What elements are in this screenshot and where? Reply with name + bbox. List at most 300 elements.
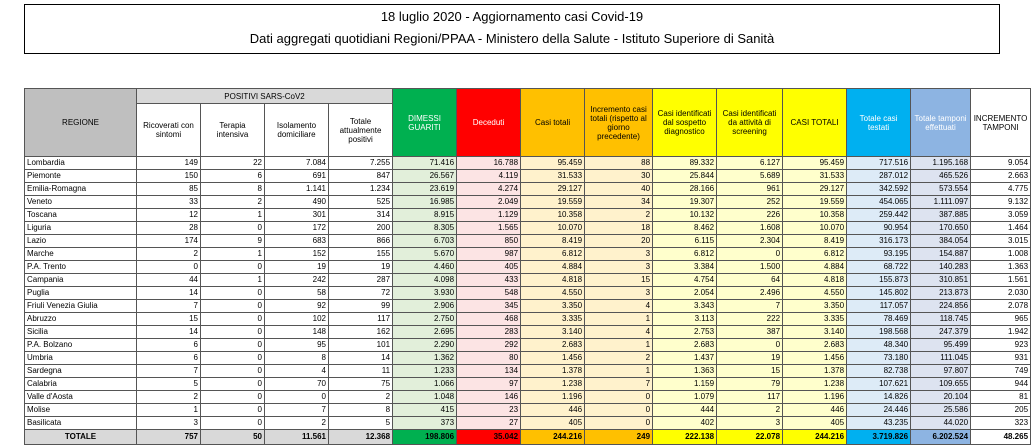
table-row xyxy=(25,248,1031,261)
cell-testati: 43.235 xyxy=(847,417,911,430)
cell-totale-positivi: 200 xyxy=(329,222,393,235)
cell-deceduti: 146 xyxy=(457,391,521,404)
cell-dimessi: 3.930 xyxy=(393,287,457,300)
cell-tamponi: 97.807 xyxy=(911,365,971,378)
cell-casi-totali-2: 3.350 xyxy=(783,300,847,313)
cell-incremento: 20 xyxy=(585,235,653,248)
cell-sospetto: 2.753 xyxy=(653,326,717,339)
cell-ricoverati: 6 xyxy=(137,339,201,352)
cell-sospetto: 1.079 xyxy=(653,391,717,404)
cell-regione: Campania xyxy=(25,274,137,287)
cell-casi-totali: 95.459 xyxy=(521,157,585,170)
cell-ricoverati: 33 xyxy=(137,196,201,209)
cell-casi-totali-2: 95.459 xyxy=(783,157,847,170)
cell-dimessi: 26.567 xyxy=(393,170,457,183)
cell-dimessi: 8.305 xyxy=(393,222,457,235)
cell-deceduti: 134 xyxy=(457,365,521,378)
cell-casi-totali: 10.358 xyxy=(521,209,585,222)
cell-incremento: 15 xyxy=(585,274,653,287)
total-testati: 3.719.826 xyxy=(847,430,911,445)
cell-incremento-tamponi: 2.663 xyxy=(971,170,1031,183)
cell-totale-positivi: 14 xyxy=(329,352,393,365)
cell-ricoverati: 5 xyxy=(137,378,201,391)
cell-terapia: 0 xyxy=(201,339,265,352)
cell-incremento-tamponi: 1.561 xyxy=(971,274,1031,287)
cell-dimessi: 2.695 xyxy=(393,326,457,339)
cell-regione: Sicilia xyxy=(25,326,137,339)
cell-testati: 107.621 xyxy=(847,378,911,391)
cell-deceduti: 2.049 xyxy=(457,196,521,209)
cell-dimessi: 6.703 xyxy=(393,235,457,248)
totals-row xyxy=(25,430,1031,445)
cell-ricoverati: 150 xyxy=(137,170,201,183)
cell-totale-positivi: 19 xyxy=(329,261,393,274)
total-incremento: 249 xyxy=(585,430,653,445)
cell-incremento-tamponi: 965 xyxy=(971,313,1031,326)
cell-incremento-tamponi: 9.132 xyxy=(971,196,1031,209)
cell-incremento-tamponi: 323 xyxy=(971,417,1031,430)
cell-casi-totali: 405 xyxy=(521,417,585,430)
cell-sospetto: 89.332 xyxy=(653,157,717,170)
cell-ricoverati: 6 xyxy=(137,352,201,365)
cell-sospetto: 6.115 xyxy=(653,235,717,248)
cell-sospetto: 402 xyxy=(653,417,717,430)
cell-terapia: 0 xyxy=(201,261,265,274)
cell-ricoverati: 28 xyxy=(137,222,201,235)
cell-totale-positivi: 8 xyxy=(329,404,393,417)
cell-testati: 454.065 xyxy=(847,196,911,209)
cell-regione: P.A. Trento xyxy=(25,261,137,274)
cell-casi-totali-2: 405 xyxy=(783,417,847,430)
table-row xyxy=(25,404,1031,417)
cell-testati: 117.057 xyxy=(847,300,911,313)
table-row xyxy=(25,339,1031,352)
covid-data-table xyxy=(24,88,1031,445)
cell-isolamento: 683 xyxy=(265,235,329,248)
cell-tamponi: 170.650 xyxy=(911,222,971,235)
header-dimessi: DIMESSI GUARITI xyxy=(393,89,457,157)
cell-totale-positivi: 1.234 xyxy=(329,183,393,196)
report-header xyxy=(24,4,1000,54)
cell-incremento: 3 xyxy=(585,261,653,274)
cell-terapia: 0 xyxy=(201,352,265,365)
cell-dimessi: 1.362 xyxy=(393,352,457,365)
cell-testati: 259.442 xyxy=(847,209,911,222)
cell-testati: 145.802 xyxy=(847,287,911,300)
cell-screening: 2.496 xyxy=(717,287,783,300)
cell-incremento: 2 xyxy=(585,209,653,222)
cell-testati: 717.516 xyxy=(847,157,911,170)
cell-tamponi: 247.379 xyxy=(911,326,971,339)
cell-incremento-tamponi: 4.775 xyxy=(971,183,1031,196)
cell-casi-totali: 3.335 xyxy=(521,313,585,326)
cell-deceduti: 345 xyxy=(457,300,521,313)
cell-regione: Abruzzo xyxy=(25,313,137,326)
cell-tamponi: 573.554 xyxy=(911,183,971,196)
cell-incremento: 30 xyxy=(585,170,653,183)
table-row xyxy=(25,183,1031,196)
cell-casi-totali: 4.884 xyxy=(521,261,585,274)
cell-sospetto: 25.844 xyxy=(653,170,717,183)
cell-totale-positivi: 155 xyxy=(329,248,393,261)
cell-screening: 1.608 xyxy=(717,222,783,235)
cell-regione: Veneto xyxy=(25,196,137,209)
total-deceduti: 35.042 xyxy=(457,430,521,445)
cell-incremento: 3 xyxy=(585,248,653,261)
cell-terapia: 0 xyxy=(201,222,265,235)
cell-ricoverati: 0 xyxy=(137,261,201,274)
cell-ricoverati: 15 xyxy=(137,313,201,326)
cell-isolamento: 2 xyxy=(265,417,329,430)
total-sospetto: 222.138 xyxy=(653,430,717,445)
cell-screening: 19 xyxy=(717,352,783,365)
cell-casi-totali-2: 4.550 xyxy=(783,287,847,300)
cell-isolamento: 19 xyxy=(265,261,329,274)
cell-totale-positivi: 314 xyxy=(329,209,393,222)
cell-sospetto: 444 xyxy=(653,404,717,417)
header-regione: REGIONE xyxy=(25,89,137,157)
header-totale-positivi: Totale attualmente positivi xyxy=(329,104,393,157)
cell-incremento-tamponi: 3.059 xyxy=(971,209,1031,222)
cell-incremento-tamponi: 1.464 xyxy=(971,222,1031,235)
cell-screening: 1.500 xyxy=(717,261,783,274)
cell-tamponi: 44.020 xyxy=(911,417,971,430)
cell-tamponi: 213.873 xyxy=(911,287,971,300)
cell-incremento: 4 xyxy=(585,326,653,339)
cell-screening: 79 xyxy=(717,378,783,391)
header-ricoverati: Ricoverati con sintomi xyxy=(137,104,201,157)
cell-isolamento: 7.084 xyxy=(265,157,329,170)
cell-totale-positivi: 7.255 xyxy=(329,157,393,170)
cell-deceduti: 1.129 xyxy=(457,209,521,222)
cell-deceduti: 283 xyxy=(457,326,521,339)
cell-ricoverati: 44 xyxy=(137,274,201,287)
cell-incremento-tamponi: 1.008 xyxy=(971,248,1031,261)
cell-dimessi: 373 xyxy=(393,417,457,430)
cell-ricoverati: 2 xyxy=(137,248,201,261)
cell-regione: Lombardia xyxy=(25,157,137,170)
cell-dimessi: 23.619 xyxy=(393,183,457,196)
cell-terapia: 8 xyxy=(201,183,265,196)
cell-screening: 961 xyxy=(717,183,783,196)
table-row xyxy=(25,209,1031,222)
cell-isolamento: 490 xyxy=(265,196,329,209)
cell-casi-totali: 2.683 xyxy=(521,339,585,352)
cell-incremento-tamponi: 1.942 xyxy=(971,326,1031,339)
table-row xyxy=(25,196,1031,209)
cell-screening: 226 xyxy=(717,209,783,222)
cell-ricoverati: 2 xyxy=(137,391,201,404)
cell-casi-totali-2: 4.884 xyxy=(783,261,847,274)
cell-testati: 287.012 xyxy=(847,170,911,183)
page-title: 18 luglio 2020 - Aggiornamento casi Covid-19 xyxy=(380,9,644,24)
total-ricoverati: 757 xyxy=(137,430,201,445)
cell-dimessi: 1.048 xyxy=(393,391,457,404)
cell-incremento: 1 xyxy=(585,365,653,378)
header-isolamento: Isolamento domiciliare xyxy=(265,104,329,157)
cell-isolamento: 301 xyxy=(265,209,329,222)
cell-regione: Puglia xyxy=(25,287,137,300)
cell-deceduti: 468 xyxy=(457,313,521,326)
cell-casi-totali-2: 19.559 xyxy=(783,196,847,209)
cell-casi-totali: 446 xyxy=(521,404,585,417)
cell-screening: 3 xyxy=(717,417,783,430)
cell-dimessi: 2.290 xyxy=(393,339,457,352)
cell-deceduti: 548 xyxy=(457,287,521,300)
table-row xyxy=(25,274,1031,287)
cell-casi-totali-2: 10.070 xyxy=(783,222,847,235)
cell-tamponi: 1.195.168 xyxy=(911,157,971,170)
cell-regione: Piemonte xyxy=(25,170,137,183)
cell-sospetto: 3.113 xyxy=(653,313,717,326)
cell-casi-totali: 31.533 xyxy=(521,170,585,183)
cell-incremento: 1 xyxy=(585,313,653,326)
table-row xyxy=(25,157,1031,170)
cell-ricoverati: 7 xyxy=(137,365,201,378)
cell-testati: 73.180 xyxy=(847,352,911,365)
cell-testati: 14.826 xyxy=(847,391,911,404)
cell-regione: P.A. Bolzano xyxy=(25,339,137,352)
cell-dimessi: 4.098 xyxy=(393,274,457,287)
cell-totale-positivi: 2 xyxy=(329,391,393,404)
cell-incremento: 0 xyxy=(585,391,653,404)
cell-dimessi: 2.750 xyxy=(393,313,457,326)
cell-incremento: 4 xyxy=(585,300,653,313)
cell-incremento-tamponi: 931 xyxy=(971,352,1031,365)
cell-deceduti: 4.274 xyxy=(457,183,521,196)
table-row xyxy=(25,313,1031,326)
cell-testati: 90.954 xyxy=(847,222,911,235)
cell-testati: 342.592 xyxy=(847,183,911,196)
cell-sospetto: 2.054 xyxy=(653,287,717,300)
cell-tamponi: 154.887 xyxy=(911,248,971,261)
cell-isolamento: 691 xyxy=(265,170,329,183)
cell-screening: 252 xyxy=(717,196,783,209)
cell-regione: Lazio xyxy=(25,235,137,248)
cell-incremento-tamponi: 749 xyxy=(971,365,1031,378)
table-row xyxy=(25,417,1031,430)
cell-terapia: 9 xyxy=(201,235,265,248)
header-casi-totali-2: CASI TOTALI xyxy=(783,89,847,157)
header-terapia: Terapia intensiva xyxy=(201,104,265,157)
cell-terapia: 1 xyxy=(201,209,265,222)
cell-dimessi: 8.915 xyxy=(393,209,457,222)
cell-casi-totali-2: 3.140 xyxy=(783,326,847,339)
cell-incremento-tamponi: 1.363 xyxy=(971,261,1031,274)
cell-deceduti: 97 xyxy=(457,378,521,391)
cell-sospetto: 8.462 xyxy=(653,222,717,235)
cell-regione: Calabria xyxy=(25,378,137,391)
cell-isolamento: 58 xyxy=(265,287,329,300)
cell-sospetto: 1.437 xyxy=(653,352,717,365)
cell-terapia: 22 xyxy=(201,157,265,170)
cell-terapia: 0 xyxy=(201,300,265,313)
cell-screening: 64 xyxy=(717,274,783,287)
cell-tamponi: 310.851 xyxy=(911,274,971,287)
cell-deceduti: 850 xyxy=(457,235,521,248)
cell-sospetto: 1.159 xyxy=(653,378,717,391)
table-row xyxy=(25,352,1031,365)
cell-dimessi: 1.233 xyxy=(393,365,457,378)
table-row xyxy=(25,300,1031,313)
cell-casi-totali-2: 1.378 xyxy=(783,365,847,378)
cell-isolamento: 102 xyxy=(265,313,329,326)
cell-totale-positivi: 287 xyxy=(329,274,393,287)
cell-terapia: 0 xyxy=(201,417,265,430)
cell-deceduti: 4.119 xyxy=(457,170,521,183)
cell-deceduti: 405 xyxy=(457,261,521,274)
cell-isolamento: 95 xyxy=(265,339,329,352)
cell-regione: Toscana xyxy=(25,209,137,222)
cell-screening: 7 xyxy=(717,300,783,313)
cell-ricoverati: 149 xyxy=(137,157,201,170)
header-sospetto: Casi identificati dal sospetto diagnostico xyxy=(653,89,717,157)
table-row xyxy=(25,326,1031,339)
cell-incremento: 40 xyxy=(585,183,653,196)
total-dimessi: 198.806 xyxy=(393,430,457,445)
cell-tamponi: 20.104 xyxy=(911,391,971,404)
cell-casi-totali-2: 446 xyxy=(783,404,847,417)
cell-casi-totali: 1.456 xyxy=(521,352,585,365)
cell-incremento: 34 xyxy=(585,196,653,209)
cell-casi-totali-2: 1.238 xyxy=(783,378,847,391)
cell-regione: Molise xyxy=(25,404,137,417)
total-casi-totali: 244.216 xyxy=(521,430,585,445)
cell-testati: 68.722 xyxy=(847,261,911,274)
cell-casi-totali-2: 29.127 xyxy=(783,183,847,196)
cell-casi-totali: 1.378 xyxy=(521,365,585,378)
cell-incremento: 18 xyxy=(585,222,653,235)
cell-testati: 316.173 xyxy=(847,235,911,248)
cell-incremento: 2 xyxy=(585,352,653,365)
table-row xyxy=(25,287,1031,300)
table-row xyxy=(25,261,1031,274)
cell-ricoverati: 174 xyxy=(137,235,201,248)
cell-tamponi: 1.111.097 xyxy=(911,196,971,209)
cell-testati: 198.568 xyxy=(847,326,911,339)
cell-ricoverati: 85 xyxy=(137,183,201,196)
cell-screening: 15 xyxy=(717,365,783,378)
cell-deceduti: 987 xyxy=(457,248,521,261)
cell-regione: Friuli Venezia Giulia xyxy=(25,300,137,313)
table-row xyxy=(25,235,1031,248)
cell-screening: 2 xyxy=(717,404,783,417)
header-testati: Totale casi testati xyxy=(847,89,911,157)
cell-incremento: 0 xyxy=(585,404,653,417)
cell-totale-positivi: 525 xyxy=(329,196,393,209)
cell-isolamento: 8 xyxy=(265,352,329,365)
cell-sospetto: 3.343 xyxy=(653,300,717,313)
cell-incremento: 88 xyxy=(585,157,653,170)
cell-casi-totali-2: 4.818 xyxy=(783,274,847,287)
cell-terapia: 0 xyxy=(201,404,265,417)
cell-incremento-tamponi: 9.054 xyxy=(971,157,1031,170)
cell-totale-positivi: 5 xyxy=(329,417,393,430)
table-row xyxy=(25,365,1031,378)
cell-terapia: 1 xyxy=(201,248,265,261)
cell-testati: 78.469 xyxy=(847,313,911,326)
total-regione: TOTALE xyxy=(25,430,137,445)
cell-terapia: 2 xyxy=(201,196,265,209)
total-totale-positivi: 12.368 xyxy=(329,430,393,445)
cell-screening: 6.127 xyxy=(717,157,783,170)
cell-ricoverati: 14 xyxy=(137,326,201,339)
table-row xyxy=(25,222,1031,235)
cell-screening: 2.304 xyxy=(717,235,783,248)
cell-tamponi: 140.283 xyxy=(911,261,971,274)
cell-tamponi: 465.526 xyxy=(911,170,971,183)
cell-casi-totali-2: 1.196 xyxy=(783,391,847,404)
cell-terapia: 0 xyxy=(201,378,265,391)
cell-casi-totali: 10.070 xyxy=(521,222,585,235)
cell-tamponi: 384.054 xyxy=(911,235,971,248)
cell-regione: Valle d'Aosta xyxy=(25,391,137,404)
cell-testati: 155.873 xyxy=(847,274,911,287)
cell-incremento: 0 xyxy=(585,417,653,430)
cell-casi-totali-2: 1.456 xyxy=(783,352,847,365)
table-row xyxy=(25,378,1031,391)
cell-sospetto: 19.307 xyxy=(653,196,717,209)
cell-dimessi: 2.906 xyxy=(393,300,457,313)
cell-sospetto: 2.683 xyxy=(653,339,717,352)
cell-ricoverati: 3 xyxy=(137,417,201,430)
cell-isolamento: 148 xyxy=(265,326,329,339)
header-screening: Casi identificati da attività di screening xyxy=(717,89,783,157)
cell-incremento-tamponi: 81 xyxy=(971,391,1031,404)
cell-dimessi: 415 xyxy=(393,404,457,417)
cell-terapia: 0 xyxy=(201,287,265,300)
header-casi-totali: Casi totali xyxy=(521,89,585,157)
cell-isolamento: 152 xyxy=(265,248,329,261)
cell-isolamento: 0 xyxy=(265,391,329,404)
cell-casi-totali-2: 8.419 xyxy=(783,235,847,248)
cell-sospetto: 6.812 xyxy=(653,248,717,261)
cell-ricoverati: 1 xyxy=(137,404,201,417)
cell-casi-totali-2: 31.533 xyxy=(783,170,847,183)
cell-screening: 117 xyxy=(717,391,783,404)
cell-terapia: 0 xyxy=(201,365,265,378)
cell-casi-totali: 6.812 xyxy=(521,248,585,261)
cell-tamponi: 111.045 xyxy=(911,352,971,365)
cell-totale-positivi: 866 xyxy=(329,235,393,248)
cell-screening: 222 xyxy=(717,313,783,326)
cell-casi-totali-2: 10.358 xyxy=(783,209,847,222)
cell-totale-positivi: 101 xyxy=(329,339,393,352)
cell-screening: 387 xyxy=(717,326,783,339)
cell-incremento: 1 xyxy=(585,339,653,352)
cell-tamponi: 387.885 xyxy=(911,209,971,222)
cell-deceduti: 27 xyxy=(457,417,521,430)
cell-incremento-tamponi: 2.078 xyxy=(971,300,1031,313)
cell-testati: 24.446 xyxy=(847,404,911,417)
cell-tamponi: 109.655 xyxy=(911,378,971,391)
cell-ricoverati: 12 xyxy=(137,209,201,222)
header-deceduti: Deceduti xyxy=(457,89,521,157)
cell-totale-positivi: 75 xyxy=(329,378,393,391)
cell-tamponi: 25.586 xyxy=(911,404,971,417)
cell-incremento-tamponi: 205 xyxy=(971,404,1031,417)
cell-isolamento: 172 xyxy=(265,222,329,235)
cell-testati: 82.738 xyxy=(847,365,911,378)
cell-dimessi: 4.460 xyxy=(393,261,457,274)
cell-totale-positivi: 117 xyxy=(329,313,393,326)
cell-sospetto: 28.166 xyxy=(653,183,717,196)
cell-casi-totali: 3.350 xyxy=(521,300,585,313)
cell-isolamento: 1.141 xyxy=(265,183,329,196)
cell-terapia: 6 xyxy=(201,170,265,183)
cell-testati: 48.340 xyxy=(847,339,911,352)
cell-screening: 0 xyxy=(717,248,783,261)
